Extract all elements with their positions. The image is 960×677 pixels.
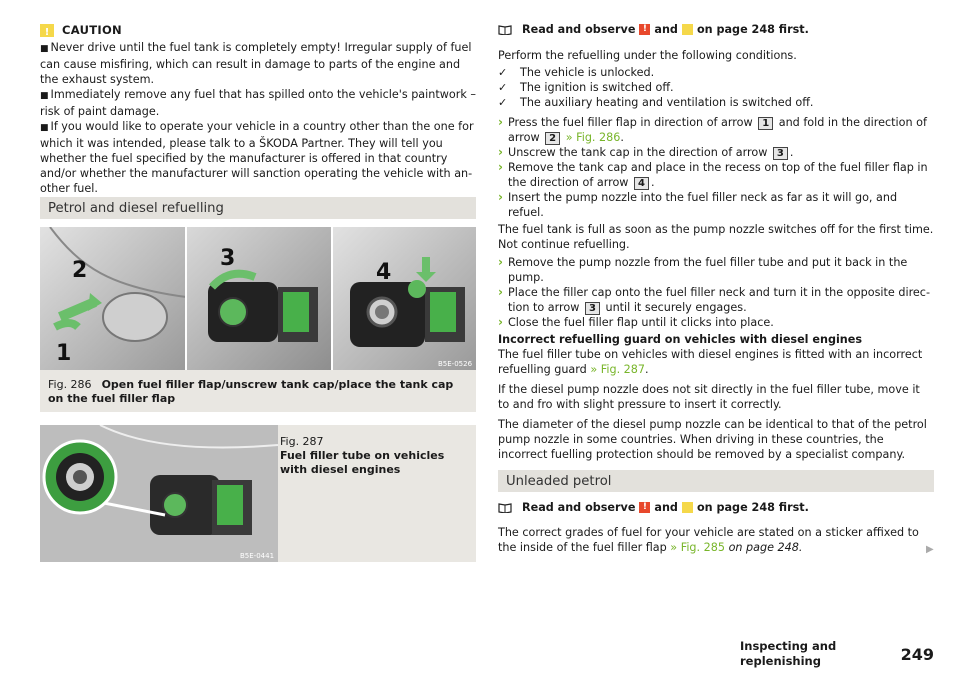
step-item: › Remove the tank cap and place in the recess on top of the fuel filler flap in the direction of arrow 4 . — [498, 160, 928, 189]
callout-ref: 1 — [758, 117, 773, 130]
section-heading-unleaded: Unleaded petrol — [498, 470, 934, 492]
figure-code: B5E-0526 — [438, 360, 473, 368]
figure-287-block — [40, 425, 476, 562]
read-observe-line: Read and observe ! and on page 248 first. — [498, 500, 809, 515]
step-arrow-icon: › — [498, 115, 503, 129]
condition-item: ✓ The vehicle is unlocked. — [498, 66, 655, 79]
caution-item: ■ If you would like to operate your vehicle in a country other than the one for which it was intended, please talk to a ŠKODA Partner. They will tell you whether the fuel specified by the manufacturer is offered in that country and/or whether the manufacturer will sanction operating the vehicle with an-other fuel. — [40, 120, 474, 195]
continue-arrow-icon: ▶ — [926, 544, 934, 555]
svg-text:!: ! — [44, 26, 50, 37]
diameter-text: The diameter of the diesel pump nozzle can be identical to that of the petrol pump nozzle in some countries. When driving in these countries, the incorrect fuelling protection should be removed by a specialist company. — [498, 418, 927, 461]
figure-link[interactable]: » Fig. 286 — [565, 131, 621, 144]
figure-title: Open fuel filler flap/unscrew tank cap/place the tank cap on the fuel filler flap — [48, 378, 454, 405]
step-item: › Press the fuel filler flap in direction of arrow 1 and fold in the direction of arrow 2 » Fig. 286. — [498, 115, 927, 144]
step-arrow-icon: › — [498, 190, 503, 204]
condition-item: ✓ The ignition is switched off. — [498, 81, 674, 94]
bullet-square-icon: ■ — [40, 123, 49, 133]
caution-item: ■ Never drive until the fuel tank is completely empty! Irregular supply of fuel can cause misfiring, which can result in damage to parts of the engine and the exhaust system. — [40, 41, 472, 86]
warning-triangle-icon — [40, 24, 54, 37]
step-arrow-icon: › — [498, 315, 503, 329]
figure-code: B5E-0441 — [240, 552, 275, 560]
figure-number: Fig. 286 — [48, 378, 92, 391]
caution-header — [40, 22, 122, 38]
warning-red-icon: ! — [639, 502, 650, 513]
step-item: › Unscrew the tank cap in the direction of arrow 3 . — [498, 145, 794, 159]
caution-body — [40, 40, 476, 196]
callout-label-2: 2 — [72, 258, 88, 283]
callout-ref: 4 — [634, 177, 649, 190]
checkmark-icon: ✓ — [498, 96, 508, 109]
figure-286-caption — [40, 370, 476, 412]
guard-heading: Incorrect refuelling guard on vehicles with diesel engines — [498, 333, 863, 346]
condition-item: ✓ The auxiliary heating and ventilation is switched off. — [498, 96, 814, 109]
caution-item: ■ Immediately remove any fuel that has spilled onto the vehicle's paintwork – risk of paint damage. — [40, 88, 476, 118]
book-icon — [498, 503, 512, 513]
callout-ref: 3 — [585, 302, 600, 315]
step-arrow-icon: › — [498, 145, 503, 159]
step-item: › Remove the pump nozzle from the fuel filler tube and put it back in the pump. — [498, 255, 908, 284]
figure-link[interactable]: » Fig. 285 — [670, 541, 725, 554]
callout-ref: 2 — [545, 132, 560, 145]
step-item: › Insert the pump nozzle into the fuel filler neck as far as it will go, and refuel. — [498, 190, 898, 219]
figure-287-image — [40, 425, 278, 562]
warning-red-icon: ! — [639, 24, 650, 35]
warning-yellow-icon — [682, 502, 693, 513]
checkmark-icon: ✓ — [498, 81, 508, 94]
checkmark-icon: ✓ — [498, 66, 508, 79]
guard-text: The fuel filler tube on vehicles with diesel engines is fitted with an incorrect refuelling guard » Fig. 287. — [498, 348, 923, 376]
figure-link[interactable]: » Fig. 287 — [590, 363, 646, 376]
callout-ref: 3 — [773, 147, 788, 160]
figure-287-caption — [280, 435, 470, 477]
step-arrow-icon: › — [498, 160, 503, 174]
footer-title: Inspecting and replenishing — [740, 639, 837, 668]
warning-yellow-icon — [682, 24, 693, 35]
figure-286-image — [40, 227, 476, 370]
callout-label-4: 4 — [376, 260, 392, 285]
full-text: The fuel tank is full as soon as the pump nozzle switches off for the first time. Not continue refuelling. — [498, 223, 934, 251]
callout-label-1: 1 — [56, 341, 72, 366]
grades-text: The correct grades of fuel for your vehicle are stated on a sticker affixed to the inside of the fuel filler flap » Fig. 285 on page 248. — [498, 526, 919, 554]
diesel-text: If the diesel pump nozzle does not sit directly in the fuel filler tube, move it to and fro with slight pressure to insert it correctly. — [498, 383, 920, 411]
section-heading-petrol-diesel: Petrol and diesel refuelling — [40, 197, 476, 219]
caution-title: CAUTION — [62, 22, 122, 37]
refuelling-content — [498, 48, 934, 462]
read-observe-line: Read and observe ! and on page 248 first. — [498, 22, 809, 37]
step-arrow-icon: › — [498, 285, 503, 299]
page-footer — [740, 639, 934, 668]
book-icon — [498, 25, 512, 35]
step-item: › Close the fuel filler flap until it clicks into place. — [498, 315, 774, 329]
step-item: › Place the filler cap onto the fuel filler neck and turn it in the opposite direc-tion to arrow 3 until it securely engages. — [498, 285, 930, 314]
page-number: 249 — [900, 644, 934, 664]
step-arrow-icon: › — [498, 255, 503, 269]
bullet-square-icon: ■ — [40, 91, 49, 101]
intro-text: Perform the refuelling under the following conditions. — [498, 49, 797, 62]
bullet-square-icon: ■ — [40, 44, 49, 54]
figure-number: Fig. 287 — [280, 435, 324, 448]
callout-label-3: 3 — [220, 246, 236, 271]
figure-title: Fuel filler tube on vehicles with diesel engines — [280, 449, 445, 476]
